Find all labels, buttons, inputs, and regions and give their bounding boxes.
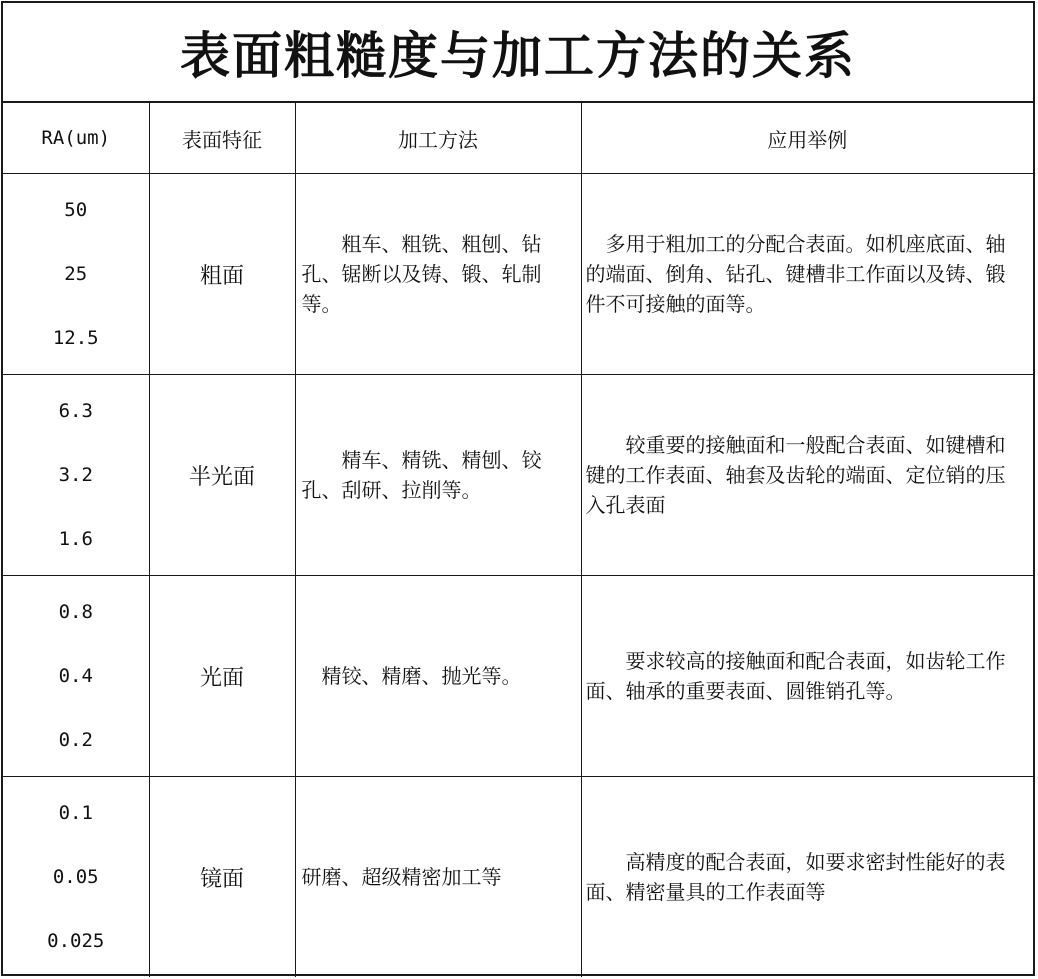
roughness-table — [3, 103, 1033, 977]
header-ra: RA(um) — [3, 103, 149, 174]
method-text: 精车、精铣、精刨、铰孔、刮研、拉削等。 — [301, 448, 542, 502]
page-title: 表面粗糙度与加工方法的关系 — [3, 3, 1033, 103]
method-text: 粗车、粗铣、粗刨、钻孔、锯断以及铸、锻、轧制等。 — [301, 232, 542, 316]
application-cell — [581, 777, 1033, 978]
application-cell — [581, 174, 1033, 375]
feature-cell: 光面 — [149, 576, 295, 777]
ra-value: 0.2 — [58, 729, 93, 751]
ra-value: 0.4 — [58, 665, 93, 687]
feature-cell: 粗面 — [149, 174, 295, 375]
application-text: 要求较高的接触面和配合表面，如齿轮工作面、轴承的重要表面、圆锥销孔等。 — [585, 649, 1006, 703]
ra-cell — [3, 174, 149, 375]
table-row — [3, 777, 1033, 978]
method-cell — [295, 576, 581, 777]
ra-value: 1.6 — [58, 528, 93, 550]
method-cell — [295, 174, 581, 375]
ra-value: 3.2 — [58, 464, 93, 486]
header-application: 应用举例 — [581, 103, 1033, 174]
method-text: 精铰、精磨、抛光等。 — [301, 664, 522, 688]
ra-value: 50 — [64, 199, 88, 221]
ra-cell — [3, 576, 149, 777]
document-frame — [1, 1, 1035, 976]
ra-cell — [3, 375, 149, 576]
header-method: 加工方法 — [295, 103, 581, 174]
application-text: 较重要的接触面和一般配合表面、如键槽和键的工作表面、轴套及齿轮的端面、定位销的压入孔表面 — [585, 433, 1006, 517]
ra-value: 25 — [64, 263, 88, 285]
method-cell — [295, 375, 581, 576]
ra-value: 0.8 — [58, 601, 93, 623]
table-row — [3, 174, 1033, 375]
table-row — [3, 576, 1033, 777]
table-row — [3, 375, 1033, 576]
feature-cell: 半光面 — [149, 375, 295, 576]
application-text: 高精度的配合表面，如要求密封性能好的表面、精密量具的工作表面等 — [585, 850, 1006, 904]
header-feature: 表面特征 — [149, 103, 295, 174]
application-cell — [581, 576, 1033, 777]
ra-cell — [3, 777, 149, 978]
application-text: 多用于粗加工的分配合表面。如机座底面、轴的端面、倒角、钻孔、键槽非工作面以及铸、锻件不可接触的面等。 — [585, 232, 1006, 316]
ra-value: 12.5 — [52, 327, 99, 349]
ra-value: 6.3 — [58, 400, 93, 422]
method-text: 研磨、超级精密加工等 — [301, 865, 502, 889]
table-header-row — [3, 103, 1033, 174]
ra-value: 0.05 — [52, 866, 99, 888]
feature-cell: 镜面 — [149, 777, 295, 978]
ra-value: 0.1 — [58, 802, 93, 824]
application-cell — [581, 375, 1033, 576]
ra-value: 0.025 — [47, 930, 105, 952]
method-cell — [295, 777, 581, 978]
